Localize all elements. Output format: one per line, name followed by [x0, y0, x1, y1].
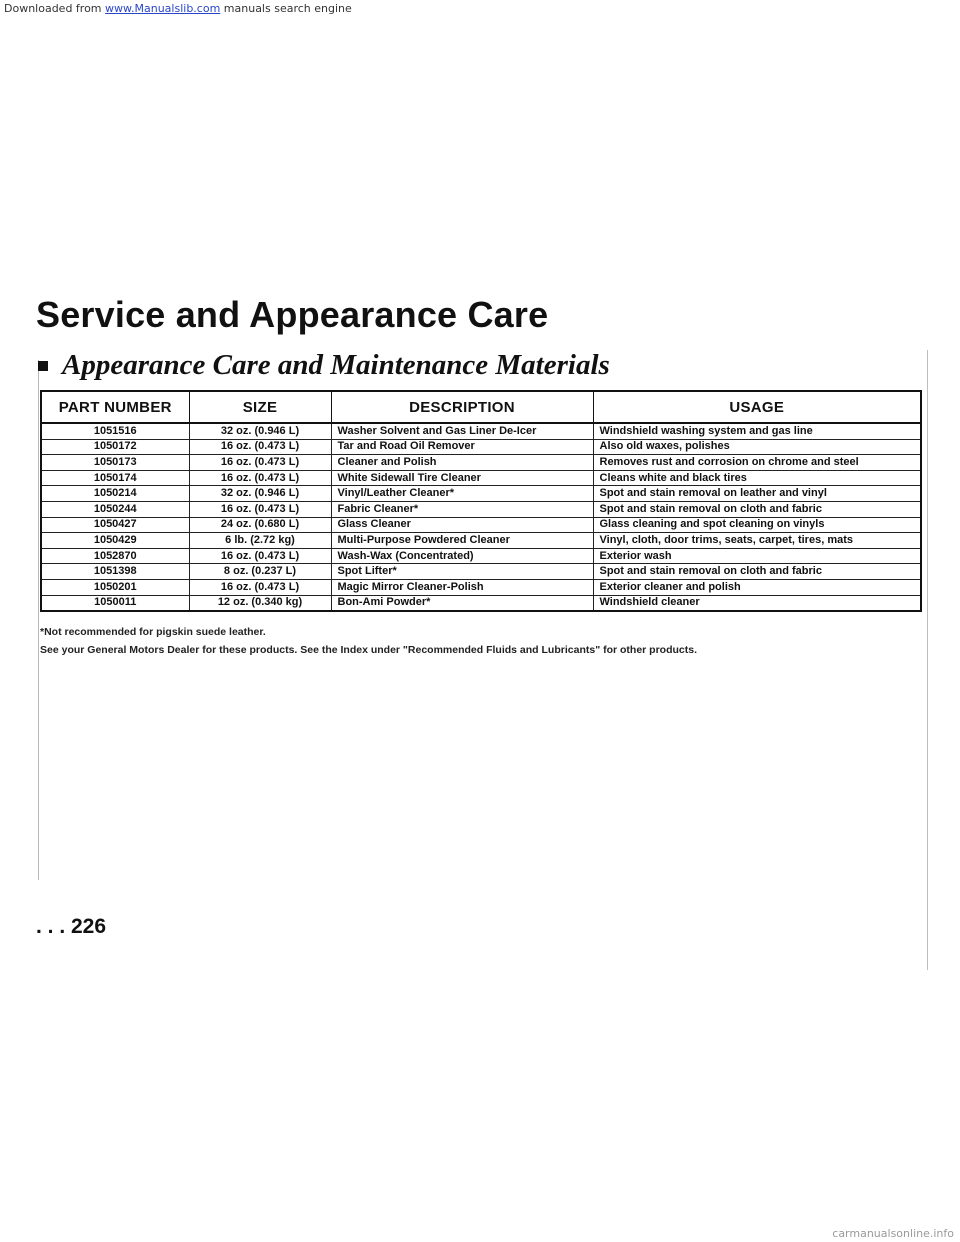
- manualslib-link[interactable]: www.Manualslib.com: [105, 2, 221, 15]
- size-cell: 16 oz. (0.473 L): [189, 439, 331, 455]
- part-number-cell: 1050201: [41, 579, 189, 595]
- usage-cell: Removes rust and corrosion on chrome and steel: [593, 455, 921, 471]
- dealer-footnote: See your General Motors Dealer for these products. See the Index under "Recommended Fluids and Lubricants" for other products.: [40, 644, 697, 656]
- size-cell: 12 oz. (0.340 kg): [189, 595, 331, 611]
- size-cell: 16 oz. (0.473 L): [189, 470, 331, 486]
- usage-cell: Spot and stain removal on cloth and fabric: [593, 501, 921, 517]
- watermark-suffix: manuals search engine: [220, 2, 352, 15]
- table-row: [41, 548, 921, 564]
- description-cell: Vinyl/Leather Cleaner*: [331, 486, 593, 502]
- table-row: [41, 501, 921, 517]
- size-cell: 32 oz. (0.946 L): [189, 423, 331, 439]
- usage-cell: Windshield washing system and gas line: [593, 423, 921, 439]
- page-title: Service and Appearance Care: [36, 294, 549, 335]
- part-number-cell: 1050427: [41, 517, 189, 533]
- description-cell: Fabric Cleaner*: [331, 501, 593, 517]
- table-row: [41, 423, 921, 439]
- usage-cell: Spot and stain removal on leather and vinyl: [593, 486, 921, 502]
- description-cell: Wash-Wax (Concentrated): [331, 548, 593, 564]
- part-number-cell: 1052870: [41, 548, 189, 564]
- table-row: [41, 564, 921, 580]
- table-row: [41, 517, 921, 533]
- header-usage: USAGE: [593, 391, 921, 423]
- usage-cell: Spot and stain removal on cloth and fabric: [593, 564, 921, 580]
- usage-cell: Exterior wash: [593, 548, 921, 564]
- description-cell: Bon-Ami Powder*: [331, 595, 593, 611]
- part-number-cell: 1051398: [41, 564, 189, 580]
- header-part-number: PART NUMBER: [41, 391, 189, 423]
- table-header-row: [41, 391, 921, 423]
- size-cell: 6 lb. (2.72 kg): [189, 533, 331, 549]
- download-watermark: [4, 2, 352, 15]
- part-number-cell: 1050214: [41, 486, 189, 502]
- part-number-cell: 1050011: [41, 595, 189, 611]
- right-margin-rule: [927, 350, 928, 970]
- part-number-cell: 1050172: [41, 439, 189, 455]
- size-cell: 16 oz. (0.473 L): [189, 548, 331, 564]
- table-row: [41, 439, 921, 455]
- usage-cell: Also old waxes, polishes: [593, 439, 921, 455]
- description-cell: Magic Mirror Cleaner-Polish: [331, 579, 593, 595]
- usage-cell: Exterior cleaner and polish: [593, 579, 921, 595]
- description-cell: Glass Cleaner: [331, 517, 593, 533]
- part-number-cell: 1051516: [41, 423, 189, 439]
- description-cell: White Sidewall Tire Cleaner: [331, 470, 593, 486]
- header-description: DESCRIPTION: [331, 391, 593, 423]
- left-margin-rule: [38, 360, 39, 880]
- header-size: SIZE: [189, 391, 331, 423]
- size-cell: 32 oz. (0.946 L): [189, 486, 331, 502]
- section-heading: [38, 349, 610, 382]
- section-heading-text: Appearance Care and Maintenance Materials: [62, 349, 610, 381]
- usage-cell: Vinyl, cloth, door trims, seats, carpet, tires, mats: [593, 533, 921, 549]
- usage-cell: Cleans white and black tires: [593, 470, 921, 486]
- size-cell: 24 oz. (0.680 L): [189, 517, 331, 533]
- table-row: [41, 579, 921, 595]
- watermark-prefix: Downloaded from: [4, 2, 106, 15]
- square-bullet-icon: [38, 361, 48, 371]
- table-row: [41, 595, 921, 611]
- site-watermark: carmanualsonline.info: [832, 1227, 954, 1240]
- materials-table: [40, 390, 922, 612]
- page-number: . . . 226: [36, 915, 107, 938]
- size-cell: 16 oz. (0.473 L): [189, 579, 331, 595]
- description-cell: Spot Lifter*: [331, 564, 593, 580]
- asterisk-footnote: *Not recommended for pigskin suede leather.: [40, 626, 266, 638]
- table-row: [41, 470, 921, 486]
- table-row: [41, 533, 921, 549]
- part-number-cell: 1050429: [41, 533, 189, 549]
- table-row: [41, 455, 921, 471]
- description-cell: Washer Solvent and Gas Liner De-Icer: [331, 423, 593, 439]
- size-cell: 8 oz. (0.237 L): [189, 564, 331, 580]
- usage-cell: Windshield cleaner: [593, 595, 921, 611]
- part-number-cell: 1050173: [41, 455, 189, 471]
- description-cell: Multi-Purpose Powdered Cleaner: [331, 533, 593, 549]
- part-number-cell: 1050174: [41, 470, 189, 486]
- description-cell: Tar and Road Oil Remover: [331, 439, 593, 455]
- size-cell: 16 oz. (0.473 L): [189, 501, 331, 517]
- table-row: [41, 486, 921, 502]
- usage-cell: Glass cleaning and spot cleaning on vinyls: [593, 517, 921, 533]
- description-cell: Cleaner and Polish: [331, 455, 593, 471]
- size-cell: 16 oz. (0.473 L): [189, 455, 331, 471]
- part-number-cell: 1050244: [41, 501, 189, 517]
